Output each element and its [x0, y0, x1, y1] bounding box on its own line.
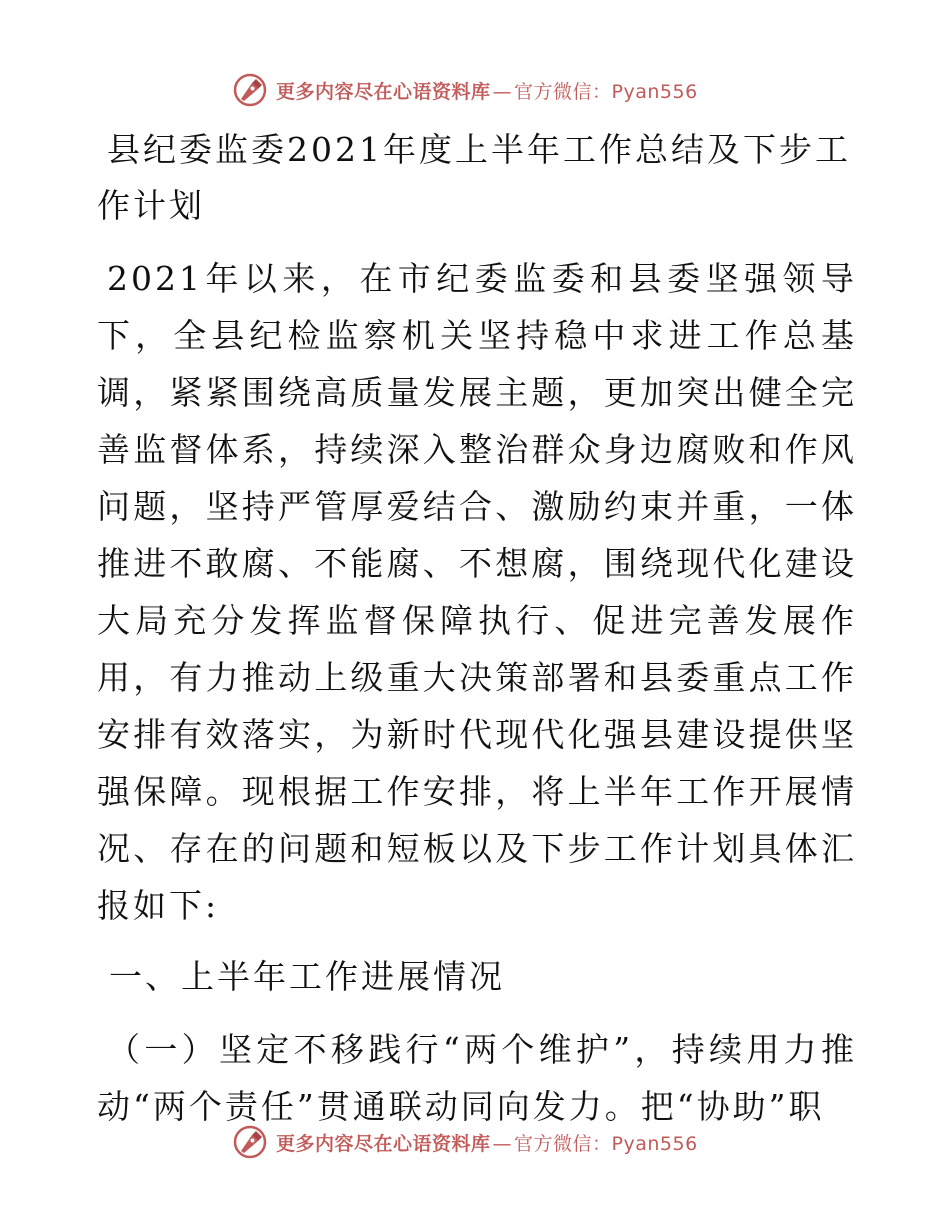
watermark-text [276, 77, 698, 104]
watermark-contact-text: 官方微信：Pyan556 [514, 1132, 698, 1155]
watermark-separator: — [492, 80, 513, 103]
document-title: 县纪委监委2021年度上半年工作总结及下步工作计划 [97, 130, 851, 225]
watermark-separator: — [492, 1132, 513, 1155]
subsection-paragraph: （一）坚定不移践行“两个维护”，持续用力推动“两个责任”贯通联动同向发力。把“协助”职 [97, 1030, 857, 1126]
section-heading: 一、上半年工作进展情况 [109, 957, 505, 996]
watermark-contact-text: 官方微信：Pyan556 [514, 80, 698, 103]
pen-nib-logo-icon [232, 1124, 268, 1160]
document-body [97, 122, 857, 1135]
intro-paragraph: 2021年以来，在市纪委监委和县委坚强领导下，全县纪检监察机关坚持稳中求进工作总基调，紧紧围绕高质量发展主题，更加突出健全完善监督体系，持续深入整治群众身边腐败和作风问题，坚持严管厚爱结合、激励约束并重，一体推进不敢腐、不能腐、不想腐，围绕现代化建设大局充分发挥监督保障执行、促进完善发展作用，有力推动上级重大决策部署和县委重点工作安排有效落实，为新时代现代化强县建设提供坚强保障。现根据工作安排，将上半年工作开展情况、存在的问题和短板以及下步工作计划具体汇报如下: [97, 259, 857, 925]
pen-nib-logo-icon [232, 72, 268, 108]
footer-watermark [232, 1122, 732, 1162]
watermark-text [276, 1129, 698, 1156]
header-watermark [232, 70, 732, 110]
watermark-main-text: 更多内容尽在心语资料库 [276, 80, 491, 103]
watermark-main-text: 更多内容尽在心语资料库 [276, 1132, 491, 1155]
